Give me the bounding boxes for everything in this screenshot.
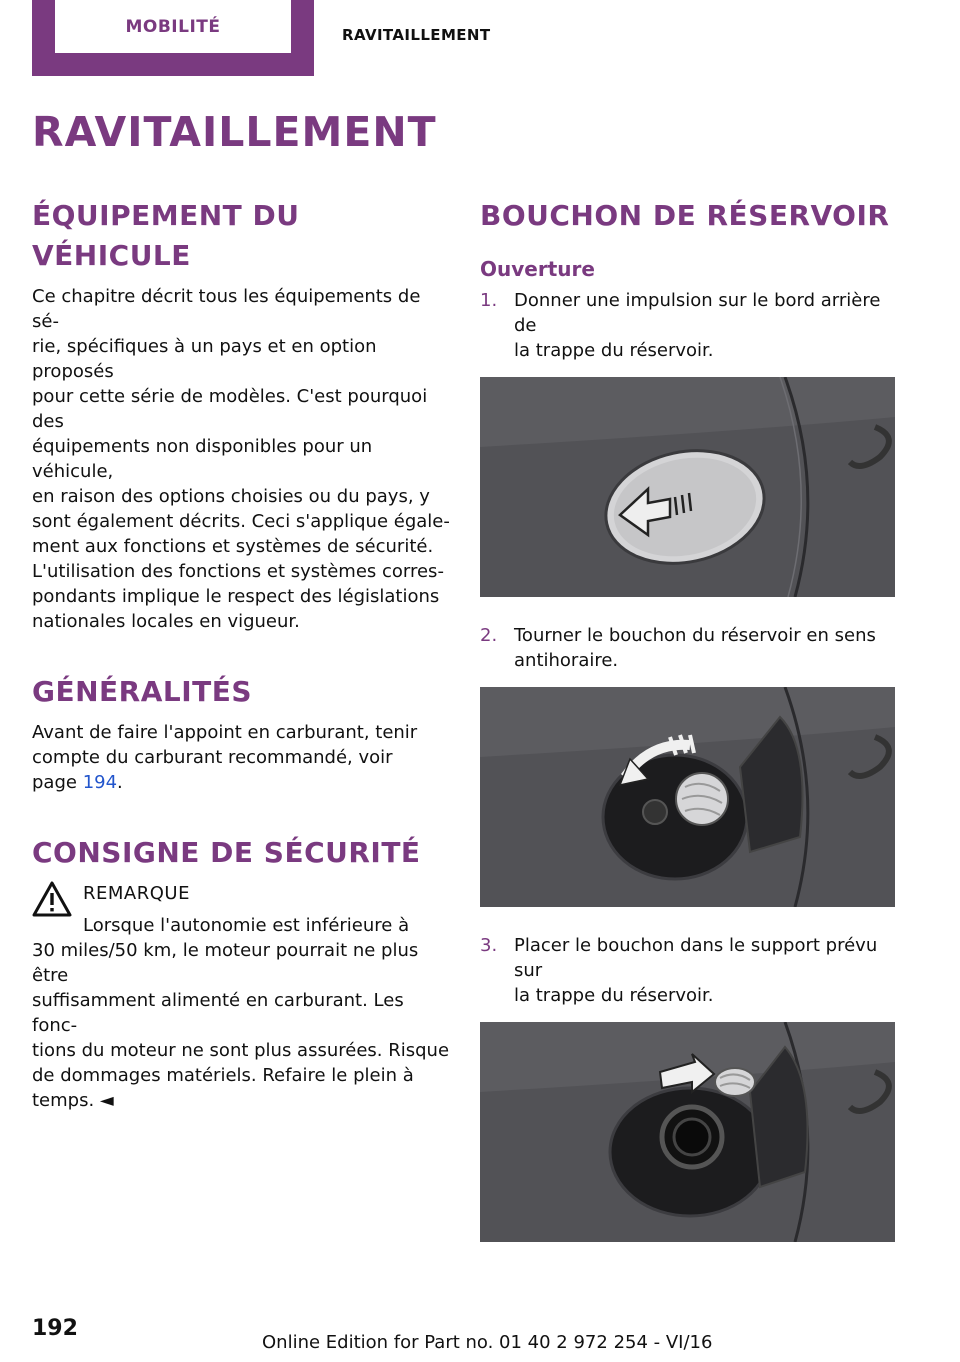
safety-heading: CONSIGNE DE SÉCURITÉ [32,836,421,869]
general-heading: GÉNÉRALITÉS [32,675,253,708]
section-tab [32,0,314,76]
page-title: RAVITAILLEMENT [32,108,437,156]
opening-subheading: Ouverture [480,257,595,281]
fuel-cap-heading: BOUCHON DE RÉSERVOIR [480,199,890,232]
warning-line: temps. ◄ [32,1090,114,1111]
warning-triangle-icon [32,881,72,917]
step-item [480,933,900,1242]
fuel-cap-turning-photo [480,687,895,907]
page-194-link[interactable]: 194 [82,772,118,793]
general-line: compte du carburant recommandé, voir [32,747,393,768]
equipment-line: Ce chapitre décrit tous les équipements de sé‐ [32,286,421,332]
fuel-cap-holder-photo [480,1022,895,1242]
warning-line: tions du moteur ne sont plus assurées. Risque [32,1040,450,1061]
equipment-line: rie, spécifiques à un pays et en option proposés [32,336,377,382]
equipment-line: ment aux fonctions et systèmes de sécurité. [32,536,434,557]
fuel-flap-closed-photo [480,377,895,597]
edition-note: Online Edition for Part no. 01 40 2 972 254 - VI/16 [262,1332,713,1353]
step-text-line: Placer le bouchon dans le support prévu sur [514,935,878,981]
equipment-line: pondants implique le respect des législations [32,586,440,607]
step-text-line: Tourner le bouchon du réservoir en sens [514,625,876,646]
equipment-heading: ÉQUIPEMENT DU VÉHICULE [32,199,300,272]
general-period: . [117,772,123,793]
equipment-line: en raison des options choisies ou du pays, y [32,486,430,507]
warning-line: Lorsque l'autonomie est inférieure à [83,915,410,936]
warning-notice [32,881,450,1113]
step-item [480,288,900,597]
step-number: 2. [480,625,498,646]
step-text-line: antihoraire. [514,650,619,671]
step-item [480,623,900,907]
steps-list [480,288,900,1242]
step-text-line: la trappe du réservoir. [514,985,714,1006]
page-number: 192 [32,1316,78,1341]
left-column [32,196,450,1113]
warning-line: 30 miles/50 km, le moteur pourrait ne plus être [32,940,419,986]
equipment-line: pour cette série de modèles. C'est pourquoi des [32,386,428,432]
equipment-paragraph [32,284,450,634]
section-tab-inner [55,0,291,53]
warning-title: REMARQUE [83,883,190,904]
equipment-line: sont également décrits. Ceci s'applique égale‐ [32,511,450,532]
section-tab-label: MOBILITÉ [125,16,221,37]
equipment-line: L'utilisation des fonctions et systèmes corres‐ [32,561,444,582]
equipment-line: équipements non disponibles pour un véhicule, [32,436,373,482]
general-line: Avant de faire l'appoint en carburant, tenir [32,722,418,743]
equipment-line: nationales locales en vigueur. [32,611,300,632]
general-line-with-link [32,770,450,795]
step-number: 3. [480,935,498,956]
warning-line: suffisamment alimenté en carburant. Les fonc‐ [32,990,404,1036]
step-number: 1. [480,290,498,311]
step-text-line: Donner une impulsion sur le bord arrière de [514,290,881,336]
general-page-prefix: page [32,772,83,793]
warning-line: de dommages matériels. Refaire le plein à [32,1065,414,1086]
step-text-line: la trappe du réservoir. [514,340,714,361]
right-column [480,196,900,1268]
breadcrumb: RAVITAILLEMENT [342,26,491,44]
